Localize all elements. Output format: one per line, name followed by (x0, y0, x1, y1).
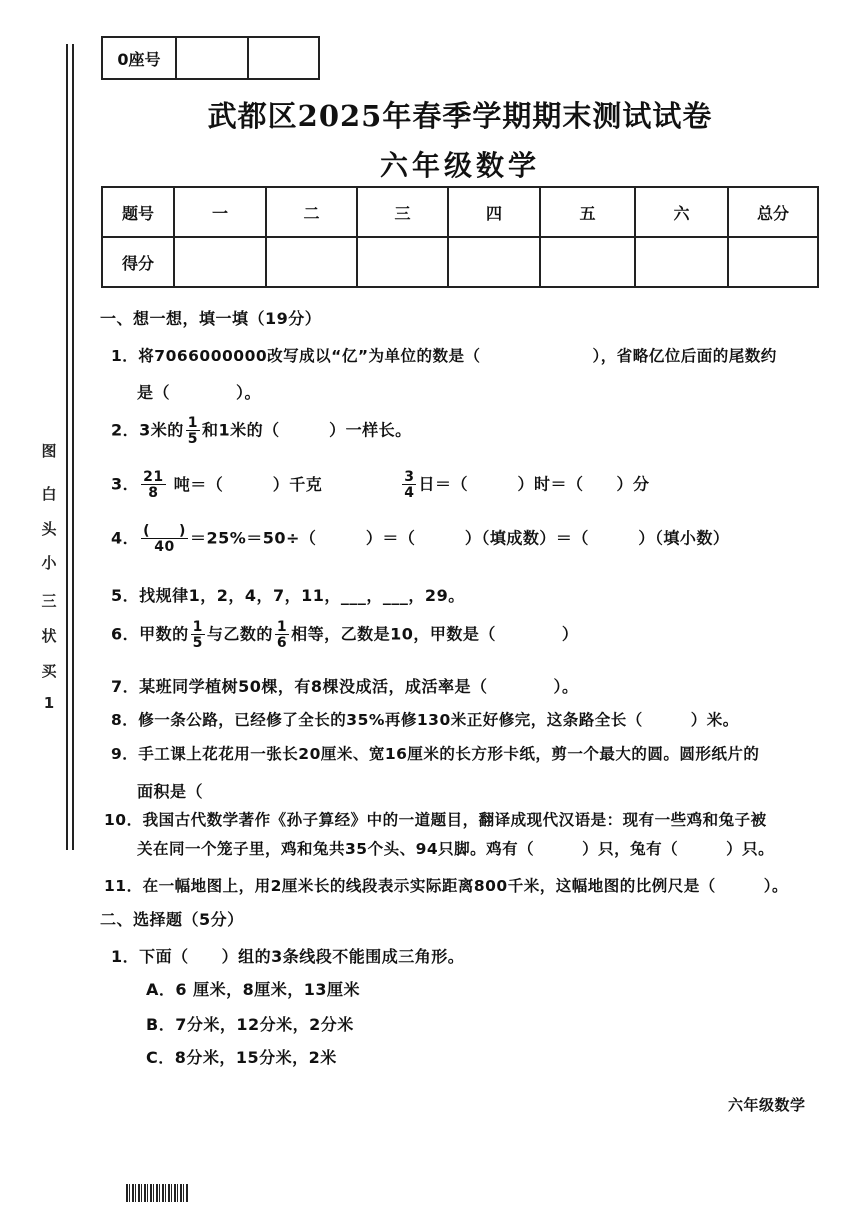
question-8: 8．修一条公路，已经修了全长的35%再修130米正好修完，这条路全长（ ）米。 (111, 711, 739, 729)
question-4 (111, 524, 729, 554)
fraction (141, 470, 165, 500)
score-table (101, 186, 819, 288)
seat-number-cell[interactable] (177, 38, 249, 78)
seat-number-cell[interactable] (249, 38, 318, 78)
question-10-line-2: 关在同一个笼子里，鸡和兔共35个头、94只脚。鸡有（ ）只，兔有（ ）只。 (137, 840, 775, 858)
question-4-text-b: ＝25%＝50÷（ ）＝（ ）（填成数）＝（ ）（填小数） (189, 528, 730, 548)
exam-subtitle: 六年级数学 (379, 149, 540, 182)
fraction-denominator: 8 (148, 485, 159, 501)
question-6-text-a: 6．甲数的 (111, 624, 189, 644)
question-5: 5．找规律1，2，4，7，11，___，___，29。 (111, 586, 465, 605)
question-9-line-1: 9．手工课上花花用一张长20厘米、宽16厘米的长方形卡纸，剪一个最大的圆。圆形纸片的 (111, 745, 760, 763)
fraction-numerator: ( ) (143, 523, 186, 539)
question-2-text-b: 和1米的（ ）一样长。 (202, 420, 412, 440)
fraction-denominator: 4 (404, 485, 415, 501)
fraction-numerator: 1 (192, 619, 203, 635)
question-2-text-a: 2．3米的 (111, 420, 184, 440)
fraction-numerator: 3 (404, 469, 415, 485)
fraction-denominator: 40 (154, 539, 175, 555)
barcode-image (126, 1184, 188, 1202)
score-cell[interactable] (448, 237, 540, 287)
exam-title: 武都区2025年春季学期期末测试试卷 (207, 99, 713, 133)
score-header-cell: 六 (635, 187, 728, 237)
question-4-text-a: 4． (111, 528, 140, 548)
score-cell[interactable] (728, 237, 818, 287)
fraction (186, 416, 200, 446)
score-header-cell: 四 (448, 187, 540, 237)
score-table-header-row (102, 187, 818, 237)
question-6 (111, 620, 578, 650)
side-char: 小 (41, 554, 57, 572)
side-char: 1 (43, 694, 55, 712)
section-2-heading: 二、选择题（5分） (100, 910, 244, 929)
choice-option-c[interactable]: C．8分米，15分米，2米 (146, 1048, 337, 1067)
question-6-text-b: 与乙数的 (206, 624, 273, 644)
side-char: 状 (41, 627, 57, 645)
question-7: 7．某班同学植树50棵，有8棵没成活，成活率是（ ）。 (111, 677, 579, 696)
question-1-line-1: 1．将7066000000改写成以“亿”为单位的数是（ ），省略亿位后面的尾数约 (111, 347, 777, 365)
page-footer: 六年级数学 (728, 1096, 806, 1114)
score-header-cell: 二 (266, 187, 357, 237)
score-header-cell: 三 (357, 187, 448, 237)
question-9-line-2: 面积是（ (137, 782, 204, 801)
seat-number-box (101, 36, 320, 80)
score-header-cell: 一 (174, 187, 266, 237)
fraction (141, 524, 188, 554)
question-3 (111, 470, 649, 500)
choice-option-a[interactable]: A．6 厘米，8厘米，13厘米 (146, 980, 360, 999)
side-char: 白 (41, 485, 57, 503)
fraction (191, 620, 205, 650)
fraction-denominator: 5 (187, 431, 199, 447)
score-header-cell: 总分 (728, 187, 818, 237)
score-header-cell: 题号 (102, 187, 174, 237)
score-cell[interactable] (635, 237, 728, 287)
question-6-text-c: 相等，乙数是10，甲数是（ ） (291, 624, 579, 644)
section-1-heading: 一、想一想，填一填（19分） (100, 309, 322, 328)
score-table-score-row (102, 237, 818, 287)
choice-question-1: 1．下面（ ）组的3条线段不能围成三角形。 (111, 947, 465, 966)
question-10-line-1: 10．我国古代数学著作《孙子算经》中的一道题目，翻译成现代汉语是：现有一些鸡和兔子被 (104, 811, 767, 829)
score-cell[interactable] (266, 237, 357, 287)
fraction-numerator: 21 (143, 469, 164, 485)
side-char: 三 (41, 592, 57, 610)
score-cell[interactable] (174, 237, 266, 287)
fraction-denominator: 5 (192, 635, 203, 651)
choice-option-b[interactable]: B．7分米，12分米，2分米 (146, 1015, 354, 1034)
question-11: 11．在一幅地图上，用2厘米长的线段表示实际距离800千米，这幅地图的比例尺是（ ）。 (104, 877, 788, 895)
score-cell[interactable] (540, 237, 635, 287)
side-char: 头 (41, 520, 57, 538)
question-1-line-2: 是（ ）。 (137, 383, 262, 402)
fraction (275, 620, 289, 650)
question-3-text-a: 3． (111, 474, 140, 494)
question-3-text-c: 日＝（ ）时＝（ ）分 (418, 474, 650, 494)
fraction-numerator: 1 (276, 619, 288, 635)
side-char: 图 (41, 442, 57, 460)
score-header-cell: 五 (540, 187, 635, 237)
seat-number-label: 0座号 (103, 38, 177, 78)
fraction-numerator: 1 (187, 415, 199, 431)
score-row-label: 得分 (102, 237, 174, 287)
side-char: 买 (41, 662, 57, 680)
fraction-denominator: 6 (276, 635, 288, 651)
question-3-text-b: 吨＝（ ）千克 (173, 474, 323, 494)
fraction (402, 470, 416, 500)
question-2 (111, 416, 412, 446)
score-cell[interactable] (357, 237, 448, 287)
